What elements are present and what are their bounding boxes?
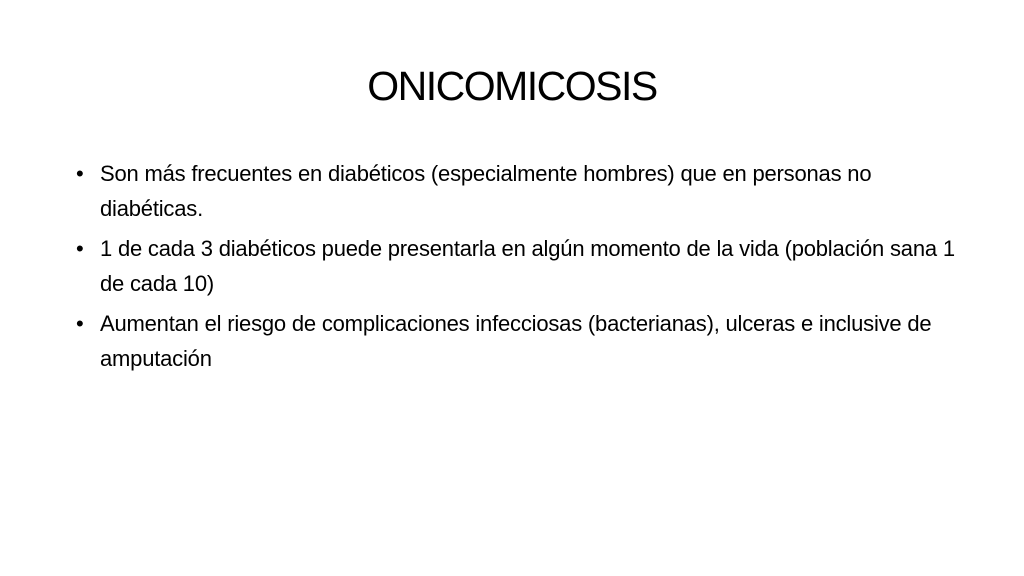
bullet-text: Son más frecuentes en diabéticos (especialmente hombres) que en personas no diabéticas. — [100, 161, 872, 221]
bullet-text: Aumentan el riesgo de complicaciones infecciosas (bacterianas), ulceras e inclusive de amputación — [100, 311, 932, 371]
bullet-icon: • — [76, 311, 84, 336]
bullet-item — [76, 231, 956, 301]
bullet-icon: • — [76, 236, 84, 261]
bullet-item — [76, 156, 956, 226]
bullet-item — [76, 306, 956, 376]
bullet-list — [76, 156, 956, 381]
bullet-text: 1 de cada 3 diabéticos puede presentarla en algún momento de la vida (población sana 1 de cada 10) — [100, 236, 955, 296]
slide-title: ONICOMICOSIS — [367, 63, 657, 109]
bullet-icon: • — [76, 161, 84, 186]
